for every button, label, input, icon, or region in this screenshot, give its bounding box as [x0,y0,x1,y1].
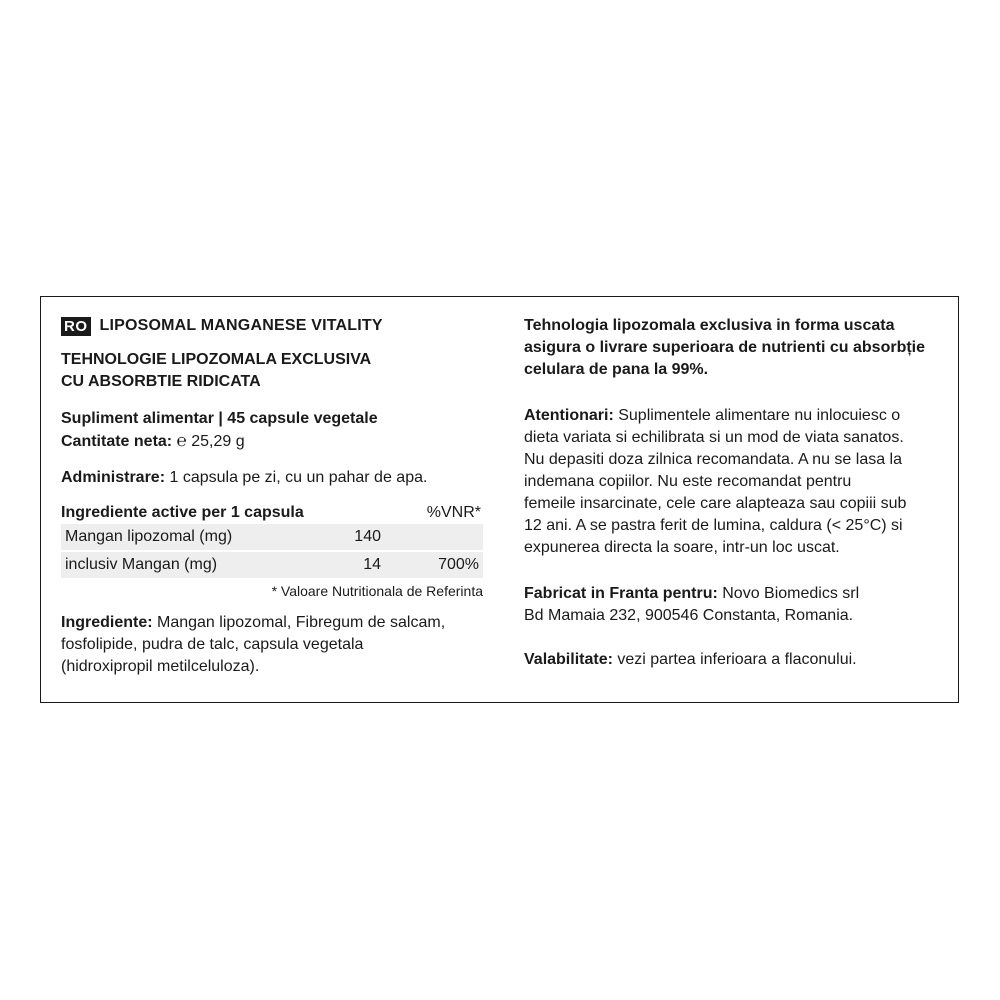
supplement-line: Supliment alimentar | 45 capsule vegetale [61,410,378,427]
product-label [40,296,959,703]
table-header [61,502,483,524]
subtitle-line: TEHNOLOGIE LIPOZOMALA EXCLUSIVA [61,351,372,368]
table-footnote: * Valoare Nutritionala de Referinta [271,583,483,599]
net-value: 25,29 g [186,433,245,450]
admin-label: Administrare: [61,469,166,486]
intro-line: celulara de pana la 99%. [524,361,709,378]
administration [61,467,483,489]
left-column [61,315,483,678]
warnings [524,405,949,559]
estimated-sign-icon: ℮ [176,431,187,450]
ingredients-text: Mangan lipozomal, Fibregum de salcam, [152,614,446,631]
net-label: Cantitate neta: [61,433,173,450]
subtitle [61,349,483,393]
warnings-text: Suplimentele alimentare nu inlocuiesc o [613,407,901,424]
admin-text: 1 capsula pe zi, cu un pahar de apa. [165,469,428,486]
ingredients-text: (hidroxipropil metilceluloza). [61,658,260,675]
title-row [61,315,483,337]
intro-line: asigura o livrare superioara de nutrienti cu absorbție [524,339,926,356]
validity-label: Valabilitate: [524,651,613,668]
intro-line: Tehnologia lipozomala exclusiva in forma uscata [524,317,895,334]
row-name: Mangan lipozomal (mg) [65,528,233,545]
table-row [61,552,483,578]
ingredients-label: Ingrediente: [61,614,153,631]
supplement-info [61,408,483,453]
vnr-header: %VNR* [426,504,481,521]
ingredients-text: fosfolipide, pudra de talc, capsula vegetala [61,636,364,653]
warnings-text: 12 ani. A se pastra ferit de lumina, caldura (< 25°C) si [524,517,903,534]
validity [524,649,949,671]
manufacturer-label: Fabricat in Franta pentru: [524,585,718,602]
warnings-text: expunerea directa la soare, intr-un loc uscat. [524,539,840,556]
row-vnr [381,524,483,550]
row-amount: 14 [363,556,381,573]
warnings-label: Atentionari: [524,407,614,424]
warnings-text: Nu depasiti doza zilnica recomandata. A nu se lasa la [524,451,903,468]
warnings-text: femeile insarcinate, cele care alapteaza sau copiii sub [524,495,907,512]
table-row [61,524,483,550]
language-badge: RO [61,317,91,336]
manufacturer [524,583,949,627]
manufacturer-text: Novo Biomedics srl [717,585,860,602]
ingredients [61,612,483,678]
warnings-text: dieta variata si echilibrata si un mod de viata sanatos. [524,429,904,446]
intro-text [524,315,949,381]
row-name: inclusiv Mangan (mg) [65,556,218,573]
manufacturer-address: Bd Mamaia 232, 900546 Constanta, Romania. [524,607,854,624]
nutrition-table [61,524,483,578]
warnings-text: indemana copiilor. Nu este recomandat pentru [524,473,852,490]
table-title: Ingrediente active per 1 capsula [61,504,304,521]
row-amount: 140 [354,528,381,545]
row-vnr: 700% [438,556,479,573]
right-column [524,315,949,671]
product-title: LIPOSOMAL MANGANESE VITALITY [99,317,383,334]
net-quantity [61,430,483,453]
validity-text: vezi partea inferioara a flaconului. [612,651,857,668]
subtitle-line: CU ABSORBTIE RIDICATA [61,373,261,390]
